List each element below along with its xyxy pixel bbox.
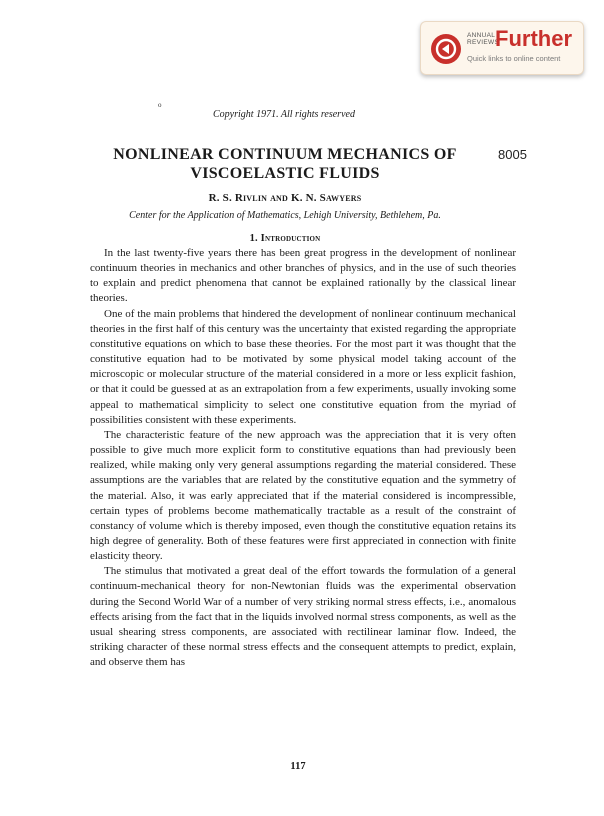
authors: R. S. Rivlin and K. N. Sawyers xyxy=(208,192,362,204)
copyright-line xyxy=(0,109,604,120)
page-number xyxy=(0,761,604,772)
body-text xyxy=(90,246,516,670)
paragraph-1: In the last twenty-five years there has been great progress in the development of nonlinear continuum theories in mechanics and other branches of physics, and in the use of such theories to explain and predict phenomena that cannot be explained rationally by the classical linear theories. xyxy=(90,247,516,305)
paragraph-4: The stimulus that motivated a great deal of the effort towards the formulation of a general continuum-mechanical theory for non-Newtonian fluids was the experimental observation during the Second World War of a number of very striking normal stress effects, i.e., anomalous effects arising from the fact that in the liquids involved normal stress components, as well as the usual shearing stress components, are associated with rectilinear laminar flow. Indeed, the striking character of these normal stress effects and the consequent attempts to predict, explain, and observe them has xyxy=(90,565,516,669)
paragraph-3: The characteristic feature of the new approach was the appreciation that it is very often possible to give much more explicit form to constitutive equations than had previously been realized, while making only very general assumptions regarding the material considered. These assumptions are the variables that are related by the constitutive equation and the symmetry of the material. Also, it was early appreciated that if the material considered is incompressible, certain types of problems become mathematically tractable as a result of the constraint of constancy of volume which is thereby imposed, even though the constitutive equation retains its high degree of generality. Both of these features were first appreciated in connection with finite elasticity theory. xyxy=(90,428,516,563)
section-heading: 1. Introduction xyxy=(249,233,321,244)
article-title-line-2: VISCOELASTIC FLUIDS xyxy=(190,165,380,182)
badge-annual-label: ANNUAL xyxy=(467,32,496,39)
badge-subtitle: Quick links to online content xyxy=(467,54,561,63)
affiliation: Center for the Application of Mathematics, Lehigh University, Bethlehem, Pa. xyxy=(129,210,441,221)
page-number-text: 117 xyxy=(290,761,306,772)
stray-mark: o xyxy=(158,101,162,109)
play-arrow-icon xyxy=(431,34,461,64)
reference-number: 8005 xyxy=(498,147,527,162)
badge-further-label: Further xyxy=(495,26,572,51)
article-title-line-1: NONLINEAR CONTINUUM MECHANICS OF xyxy=(113,146,457,163)
badge-reviews-label: REVIEWS xyxy=(467,39,500,46)
copyright-text: Copyright 1971. All rights reserved xyxy=(213,109,355,120)
further-badge[interactable] xyxy=(420,21,584,75)
paragraph-2: One of the main problems that hindered the development of nonlinear continuum mechanical theories in the first half of this century was the uncertainty that existed regarding the appropriate constitutive equations on which to base these theories. For the most part it was thought that the constitutive equation had to be motivated by some physical model taking account of the microscopic or molecular structure of the material considered in a more or less explicit fashion, or that it could be guessed at as an extrapolation from a few experiments, usually invoking some appeal to mathematical simplicity to select one constitutive equation from the myriad of possibilities consistent with these experiments. xyxy=(90,307,516,426)
